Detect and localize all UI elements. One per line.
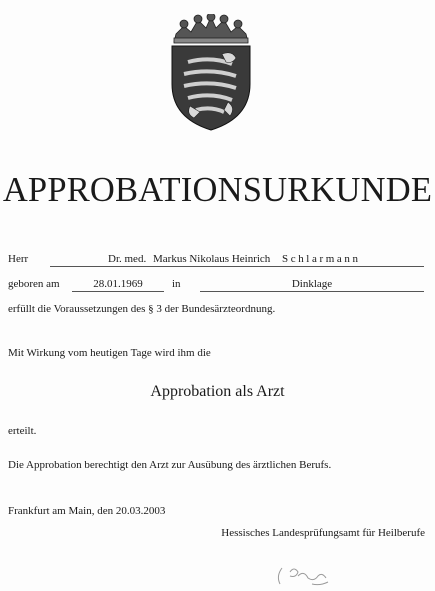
born-label: geboren am [8, 278, 60, 290]
name-prefix: Dr. med. [108, 253, 147, 265]
birth-date: 28.01.1969 [72, 277, 164, 292]
place-date: Frankfurt am Main, den 20.03.2003 [8, 505, 166, 517]
coat-of-arms-icon [166, 14, 256, 132]
approbation-title: Approbation als Arzt [150, 383, 285, 400]
requirements-text: erfüllt die Voraussetzungen des § 3 der Bundesärzteordnung. [8, 303, 276, 315]
given-names: Markus Nikolaus Heinrich [153, 253, 271, 265]
effect-text: Mit Wirkung vom heutigen Tage wird ihm die [8, 347, 211, 359]
name-field [50, 252, 424, 267]
entitlement-text: Die Approbation berechtigt den Arzt zur Ausübung des ärztlichen Berufs. [8, 459, 332, 471]
surname: Schlarmann [282, 253, 361, 265]
in-label: in [172, 278, 181, 290]
document-title: APPROBATIONSURKUNDE [2, 171, 433, 209]
granted-text: erteilt. [8, 425, 37, 437]
issuer-name: Hessisches Landesprüfungsamt für Heilberufe [221, 527, 425, 539]
salutation-label: Herr [8, 253, 29, 265]
birth-place: Dinklage [200, 277, 424, 292]
signature-icon [268, 562, 348, 588]
